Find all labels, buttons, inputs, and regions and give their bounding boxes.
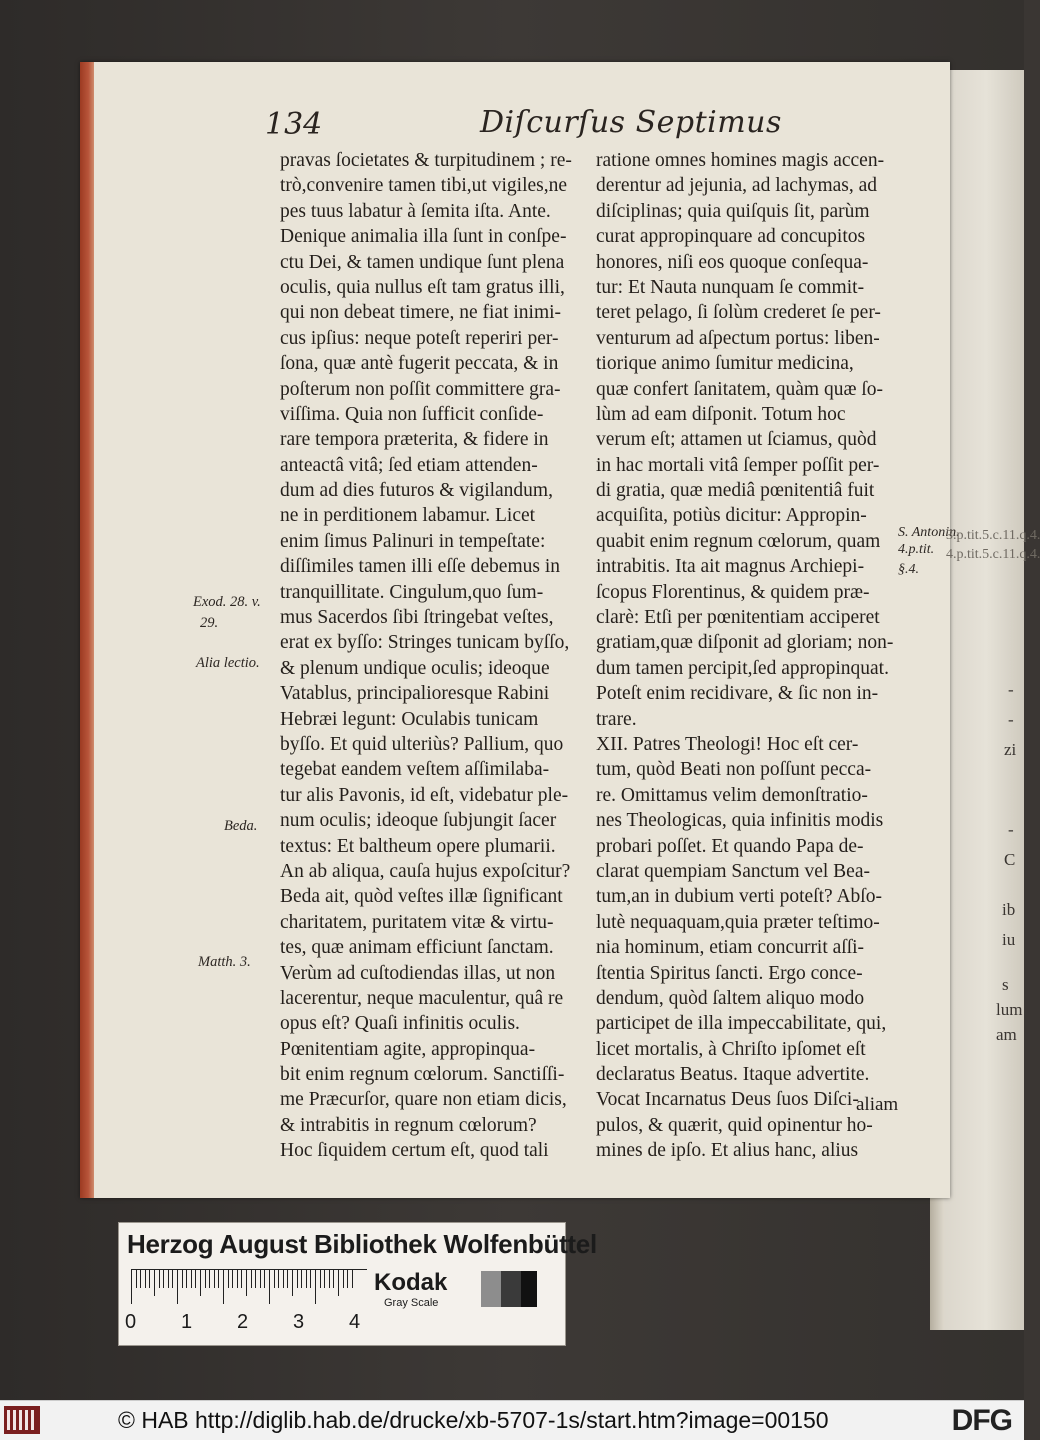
- page-number: 134: [265, 107, 323, 142]
- text-line: derentur ad jejunia, ad lachymas, ad: [596, 175, 878, 197]
- text-line: participet de illa impeccabilitate, qui,: [596, 1013, 887, 1035]
- text-line: mines de ipſo. Et alius hanc, alius: [596, 1140, 859, 1162]
- text-line: byſſo. Et quid ulteriùs? Pallium, quo: [280, 733, 564, 755]
- ruler-tick: [172, 1270, 173, 1288]
- ruler-tick: [191, 1270, 192, 1288]
- text-line: ſtentia Spiritus ſancti. Ergo conce-: [596, 962, 863, 984]
- text-line: textus: Et baltheum opere plumarii.: [280, 835, 556, 857]
- kodak-logo: Kodak: [374, 1269, 448, 1296]
- ruler-tick: [214, 1270, 215, 1288]
- ruler-tick: [347, 1270, 348, 1288]
- text-line: clarè: Etſi per pœnitentiam acciperet: [596, 607, 880, 629]
- text-line: honores, niſi eos quoque conſequa-: [596, 251, 869, 273]
- ruler-tick: [278, 1270, 279, 1288]
- text-line: XII. Patres Theologi! Hoc eſt cer-: [596, 733, 859, 755]
- ruler-tick: [168, 1270, 169, 1288]
- red-page-edge: [80, 62, 94, 1198]
- book-page: [80, 62, 960, 1198]
- ruler-tick: [292, 1270, 293, 1296]
- ruler-tick: [301, 1270, 302, 1288]
- text-line: quabit enim regnum cœlorum, quam: [596, 530, 881, 552]
- ruler-tick: [209, 1270, 210, 1288]
- text-line: clarat quempiam Sanctum vel Bea-: [596, 860, 870, 882]
- ruler-tick: [320, 1270, 321, 1288]
- margin-note-antoninus-ref: 4.p.tit.: [898, 542, 935, 557]
- text-line: Hebræi legunt: Oculabis tunicam: [280, 708, 539, 730]
- ruler-number-2: 2: [237, 1311, 249, 1333]
- text-line: cus ipſius: neque poteſt reperiri per-: [280, 327, 559, 349]
- text-line: Poteſt enim recidivare, & ſic non in-: [596, 683, 879, 705]
- text-line: tegebat eandem veſtem aſſimilaba-: [280, 759, 550, 781]
- ruler-tick: [182, 1270, 183, 1288]
- text-line: me Præcurſor, quare non etiam dicis,: [280, 1089, 567, 1111]
- ruler-tick: [237, 1270, 238, 1288]
- text-line: re. Omittamus velim demonſtratio-: [596, 784, 868, 806]
- margin-note-antoninus-section: §.4.: [898, 562, 919, 577]
- ruler-tick: [131, 1270, 132, 1304]
- ruler-tick: [343, 1270, 344, 1288]
- right-text-column: [596, 148, 901, 1164]
- text-line: ſcopus Florentinus, & quidem præ-: [596, 581, 870, 603]
- text-line: dendum, quòd ſaltem aliquo modo: [596, 987, 865, 1009]
- footer-bar: [0, 1400, 1024, 1440]
- gray-patch-black: [521, 1271, 537, 1307]
- ruler-tick: [260, 1270, 261, 1288]
- ruler-number-4: 4: [349, 1311, 361, 1333]
- text-line: tur: Et Nauta nunquam ſe commit-: [596, 276, 865, 298]
- ruler-tick: [200, 1270, 201, 1296]
- show-through-text-1: 3.p.tit.5.c.11.q.4.: [946, 528, 1040, 543]
- facing-page-fragment-7: iu: [1002, 930, 1016, 949]
- ruler-tick: [255, 1270, 256, 1288]
- text-line: di gratia, quæ mediâ pœnitentiâ fuit: [596, 480, 875, 502]
- text-line: Vatablus, principalioresque Rabini: [280, 683, 550, 705]
- text-line: & plenum undique oculis; ideoque: [280, 657, 550, 679]
- facing-page-fragment-5: C: [1004, 850, 1016, 869]
- running-title: Diſcurſus Septimus: [480, 105, 782, 140]
- text-line: Denique animalia illa ſunt in conſpe-: [280, 226, 567, 248]
- ruler-tick: [149, 1270, 150, 1288]
- text-line: tum,an in dubium verti poteſt? Abſo-: [596, 886, 882, 908]
- ruler-tick: [241, 1270, 242, 1288]
- text-line: Pœnitentiam agite, appropinqua-: [280, 1038, 536, 1060]
- ruler-tick: [186, 1270, 187, 1288]
- ruler-tick: [205, 1270, 206, 1288]
- text-line: Hoc ſiquidem certum eſt, quod tali: [280, 1140, 549, 1162]
- ruler-tick: [223, 1270, 224, 1304]
- ruler-tick: [264, 1270, 265, 1288]
- text-line: viſſima. Quia non ſufficit conſide-: [280, 403, 544, 425]
- text-line: bit enim regnum cœlorum. Sanctiſſi-: [280, 1064, 565, 1086]
- ruler-tick: [274, 1270, 275, 1288]
- ruler-tick: [228, 1270, 229, 1288]
- text-line: intrabitis. Ita ait magnus Archiepi-: [596, 556, 865, 578]
- text-line: dum tamen percipit,ſed appropinquat.: [596, 657, 889, 679]
- color-calibration-card: [118, 1222, 597, 1346]
- facing-page-fragment-9: lum: [996, 1000, 1023, 1019]
- text-line: tes, quæ animam efficiunt ſanctam.: [280, 937, 554, 959]
- ruler-tick: [306, 1270, 307, 1288]
- ruler-number-0: 0: [125, 1311, 137, 1333]
- text-line: curat appropinquare ad concupitos: [596, 226, 866, 248]
- ruler-tick: [333, 1270, 334, 1288]
- margin-note-exodus: Exod. 28. v.: [193, 594, 261, 610]
- text-line: erat ex byſſo: Stringes tunicam byſſo,: [280, 632, 570, 654]
- text-line: lutè nequaquam,quia præter teſtimo-: [596, 911, 880, 933]
- text-line: quæ confert ſanitatem, quàm quæ ſo-: [596, 378, 884, 400]
- footer-source-link[interactable]: © HAB http://diglib.hab.de/drucke/xb-5707-1s/start.htm?image=00150: [118, 1407, 829, 1433]
- text-line: ratione omnes homines magis accen-: [596, 150, 885, 171]
- text-line: tiorique animo ſumitur medicina,: [596, 353, 854, 375]
- text-line: tur alis Pavonis, id eſt, videbatur ple-: [280, 784, 569, 806]
- left-text-column: [280, 148, 585, 1164]
- text-line: Beda ait, quòd veſtes illæ ſignificant: [280, 886, 563, 908]
- hab-logo-icon: [4, 1406, 40, 1434]
- text-line: An ab aliqua, cauſa hujus expoſcitur?: [280, 860, 571, 882]
- text-line: Vocat Incarnatus Deus ſuos Diſci-: [596, 1089, 859, 1111]
- margin-note-antoninus: S. Antonin.: [898, 525, 960, 540]
- text-line: num oculis; ideoque ſubjungit ſacer: [280, 810, 557, 832]
- text-line: oculis, quia nullus eſt tam gratus illi,: [280, 276, 565, 298]
- catchword: aliam: [856, 1094, 899, 1115]
- ruler-tick: [269, 1270, 270, 1304]
- ruler-tick: [338, 1270, 339, 1296]
- text-line: venturum ad aſpectum portus: liben-: [596, 327, 880, 349]
- ruler-tick: [246, 1270, 247, 1296]
- facing-page-fragment-2: -: [1008, 710, 1014, 729]
- ruler-tick: [195, 1270, 196, 1288]
- show-through-text-2: 4.p.tit.5.c.11.q.4.: [946, 547, 1040, 562]
- ruler-tick: [352, 1270, 353, 1288]
- text-line: ſona, quæ antè fugerit peccata, & in: [280, 353, 559, 375]
- ruler-tick: [145, 1270, 146, 1288]
- text-line: acquiſita, potiùs dicitur: Appropin-: [596, 505, 867, 527]
- text-line: ne in perditionem labamur. Licet: [280, 505, 536, 527]
- text-line: declaratus Beatus. Itaque advertite.: [596, 1064, 870, 1086]
- gray-patch-mid: [481, 1271, 501, 1307]
- ruler-scale: [131, 1269, 367, 1304]
- gray-scale-label: Gray Scale: [384, 1297, 439, 1309]
- text-line: rare tempora præterita, & fidere in: [280, 429, 549, 451]
- ruler-tick: [163, 1270, 164, 1288]
- margin-note-exodus-verse: 29.: [200, 615, 219, 631]
- dfg-logo: DFG: [951, 1404, 1012, 1437]
- text-line: qui non debeat timere, ne fiat inimi-: [280, 302, 562, 324]
- gray-patch-dark: [501, 1271, 521, 1307]
- text-line: enim ſimus Palinuri in tempeſtate:: [280, 530, 546, 552]
- text-line: trare.: [596, 708, 637, 730]
- margin-note-matthew: Matth. 3.: [198, 954, 251, 970]
- ruler-tick: [136, 1270, 137, 1288]
- text-line: tranquillitate. Cingulum,quo ſum-: [280, 581, 544, 603]
- ruler-tick: [315, 1270, 316, 1304]
- text-line: pes tuus labatur à ſemita iſta. Ante.: [280, 200, 551, 222]
- ruler-tick: [287, 1270, 288, 1288]
- text-line: nes Theologicas, quia infinitis modis: [596, 810, 884, 832]
- facing-page-fragment-10: am: [996, 1025, 1017, 1044]
- ruler-tick: [329, 1270, 330, 1288]
- text-line: trò,convenire tamen tibi,ut vigiles,ne: [280, 175, 568, 197]
- ruler-tick: [310, 1270, 311, 1288]
- text-line: dum ad dies futuros & vigilandum,: [280, 480, 553, 502]
- text-line: pravas ſocietates & turpitudinem ; re-: [280, 150, 572, 171]
- text-line: nia hominum, etiam concurrit aſſi-: [596, 937, 865, 959]
- ruler-number-1: 1: [181, 1311, 193, 1333]
- text-line: ctu Dei, & tamen undique ſunt plena: [280, 251, 565, 273]
- text-line: pulos, & quærit, quid opinentur ho-: [596, 1114, 873, 1136]
- ruler-tick: [177, 1270, 178, 1304]
- text-line: in hac mortali vitâ ſemper poſſit per-: [596, 454, 880, 476]
- facing-page-fragment-1: -: [1008, 680, 1014, 699]
- text-line: teret pelago, ſi ſolùm crederet ſe per-: [596, 302, 881, 324]
- margin-note-beda: Beda.: [224, 818, 258, 834]
- text-line: licet mortalis, à Chriſto ipſomet eſt: [596, 1038, 866, 1060]
- ruler-tick: [159, 1270, 160, 1288]
- text-line: diſſimiles tamen illi eſſe debemus in: [280, 556, 560, 578]
- facing-page-fragment-4: -: [1008, 820, 1014, 839]
- ruler-tick: [324, 1270, 325, 1288]
- text-line: mus Sacerdos ſibi ſtringebat veſtes,: [280, 607, 554, 629]
- text-line: gratiam,quæ diſponit ad gloriam; non-: [596, 632, 894, 654]
- text-line: diſciplinas; quia quiſquis ſit, parùm: [596, 200, 870, 222]
- text-line: poſterum non poſſit committere gra-: [280, 378, 561, 400]
- facing-page-fragment-8: s: [1002, 975, 1009, 994]
- ruler-tick: [283, 1270, 284, 1288]
- ruler-tick: [297, 1270, 298, 1288]
- text-line: probari poſſet. Et quando Papa de-: [596, 835, 864, 857]
- ruler-tick: [140, 1270, 141, 1288]
- text-line: opus eſt? Quaſi infinitis oculis.: [280, 1013, 520, 1035]
- ruler-tick: [251, 1270, 252, 1288]
- text-line: Verùm ad cuſtodiendas illas, ut non: [280, 962, 556, 984]
- facing-page-fragment-3: zi: [1004, 740, 1017, 759]
- text-line: lùm ad eam diſponit. Totum hoc: [596, 403, 846, 425]
- text-line: & intrabitis in regnum cœlorum?: [280, 1114, 537, 1136]
- facing-page-fragment-6: ib: [1002, 900, 1016, 919]
- text-line: charitatem, puritatem vitæ & virtu-: [280, 911, 554, 933]
- text-line: verum eſt; attamen ut ſciamus, quòd: [596, 429, 877, 451]
- ruler-tick: [218, 1270, 219, 1288]
- card-title: Herzog August Bibliothek Wolfenbüttel: [127, 1229, 597, 1259]
- ruler-number-3: 3: [293, 1311, 305, 1333]
- ruler-tick: [154, 1270, 155, 1296]
- margin-note-alia-lectio: Alia lectio.: [196, 655, 260, 671]
- text-line: anteactâ vitâ; ſed etiam attenden-: [280, 454, 538, 476]
- text-line: lacerentur, neque maculentur, quâ re: [280, 987, 564, 1009]
- ruler-tick: [232, 1270, 233, 1288]
- page-header: [80, 107, 950, 147]
- text-line: tum, quòd Beati non poſſunt pecca-: [596, 759, 872, 781]
